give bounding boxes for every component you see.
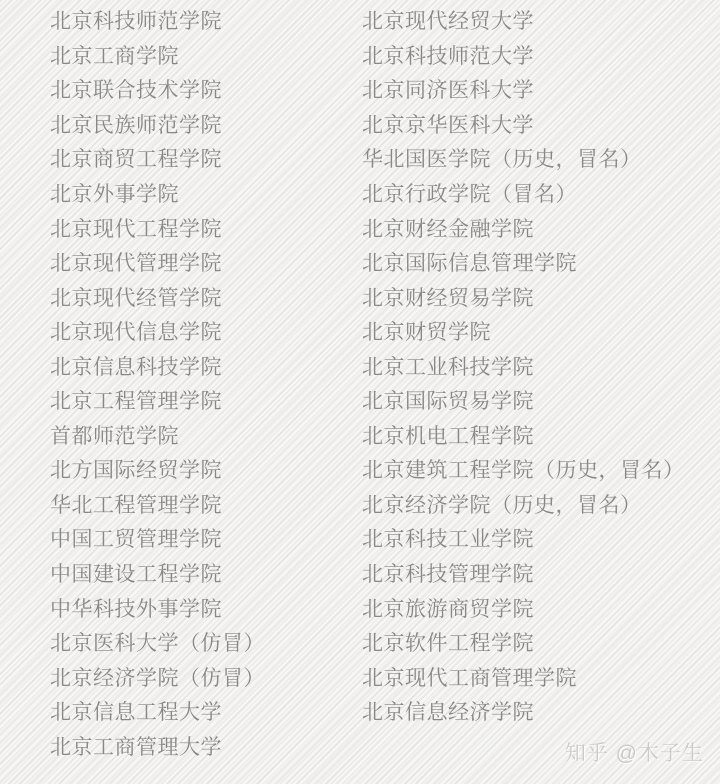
- list-item: 北京旅游商贸学院: [362, 597, 534, 621]
- list-item: 北京经济学院（仿冒）: [50, 666, 265, 690]
- list-item: 北京信息科技学院: [50, 355, 222, 379]
- list-item: 北京国际信息管理学院: [362, 252, 577, 276]
- list-item: 北京信息工程大学: [50, 701, 222, 725]
- list-item: 北京京华医科大学: [362, 113, 534, 137]
- list-item: 北京软件工程学院: [362, 632, 534, 656]
- zhihu-watermark: 知乎 @木子生: [564, 742, 704, 765]
- list-item: 北京信息经济学院: [362, 701, 534, 725]
- list-item: 北京商贸工程学院: [50, 148, 222, 172]
- list-item: 北京国际贸易学院: [362, 390, 534, 414]
- list-item: 北京经济学院（历史，冒名）: [362, 493, 642, 517]
- list-item: 中国建设工程学院: [50, 563, 222, 587]
- list-item: 首都师范学院: [50, 424, 179, 448]
- list-item: 北京建筑工程学院（历史，冒名）: [362, 459, 685, 483]
- list-item: 华北工程管理学院: [50, 493, 222, 517]
- list-item: 北京机电工程学院: [362, 424, 534, 448]
- list-item: 北京财贸学院: [362, 321, 491, 345]
- list-item: 北京现代工程学院: [50, 217, 222, 241]
- left-column: [50, 3, 265, 763]
- list-item: 北京现代管理学院: [50, 252, 222, 276]
- list-item: 北京财经金融学院: [362, 217, 534, 241]
- list-item: 北京行政学院（冒名）: [362, 183, 577, 206]
- list-item: 北京现代工商管理学院: [362, 666, 577, 690]
- list-item: 华北国医学院（历史，冒名）: [362, 148, 642, 172]
- list-item: 北京现代经贸大学: [362, 10, 534, 34]
- list-item: 北京联合技术学院: [50, 79, 222, 103]
- right-column: [362, 3, 685, 728]
- list-item: 中国工贸管理学院: [50, 528, 222, 552]
- list-item: 北京现代信息学院: [50, 321, 222, 345]
- list-item: 北京科技工业学院: [362, 528, 534, 552]
- list-item: 北京工商学院: [50, 44, 179, 68]
- list-item: 北京同济医科大学: [362, 79, 534, 103]
- list-item: 北京工业科技学院: [362, 355, 534, 379]
- list-item: 北方国际经贸学院: [50, 459, 222, 483]
- list-item: 北京科技管理学院: [362, 563, 534, 587]
- list-item: 北京财经贸易学院: [362, 286, 534, 310]
- list-item: 中华科技外事学院: [50, 597, 222, 621]
- list-item: 北京现代经管学院: [50, 286, 222, 310]
- list-item: 北京工程管理学院: [50, 390, 222, 414]
- list-item: 北京科技师范学院: [50, 10, 222, 34]
- list-item: 北京医科大学（仿冒）: [50, 632, 265, 656]
- list-item: 北京工商管理大学: [50, 735, 222, 759]
- list-item: 北京科技师范大学: [362, 44, 534, 68]
- list-item: 北京外事学院: [50, 183, 179, 206]
- list-item: 北京民族师范学院: [50, 113, 222, 137]
